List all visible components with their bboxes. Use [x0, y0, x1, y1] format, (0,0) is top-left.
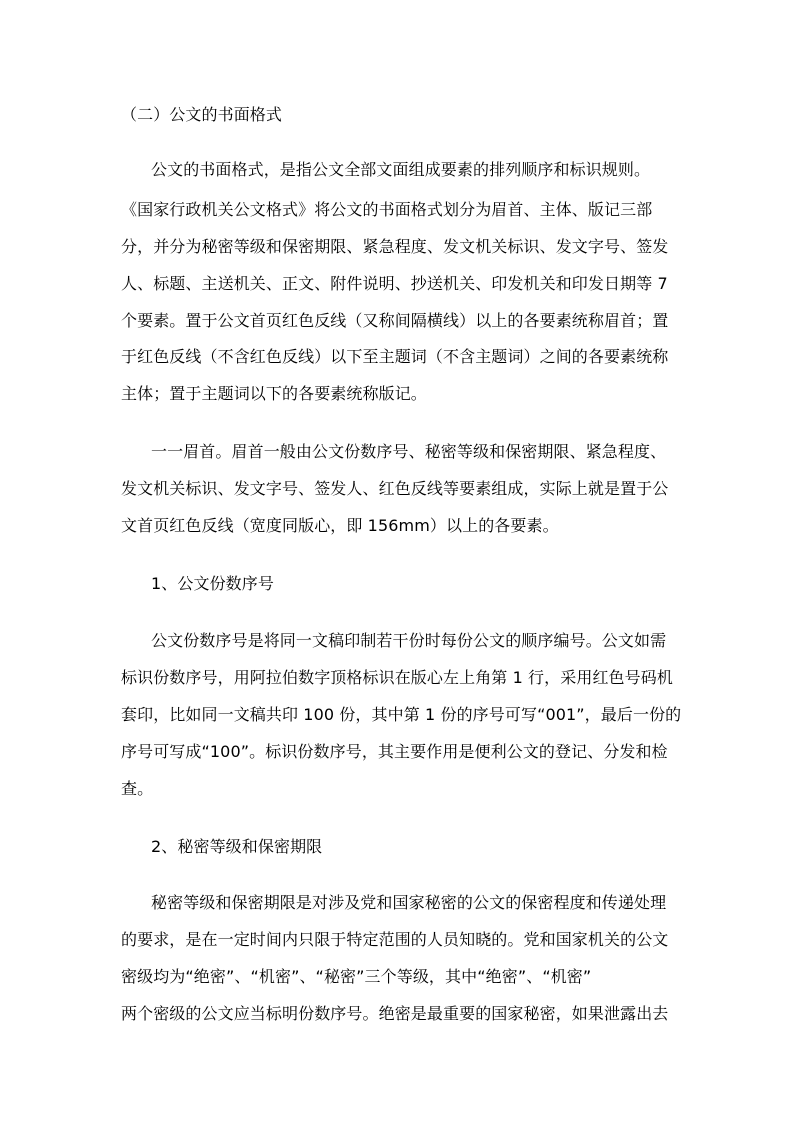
paragraph-line: 分，并分为秘密等级和保密期限、紧急程度、发文机关标识、发文字号、签发: [121, 237, 669, 256]
paragraph-line: 人、标题、主送机关、正文、附件说明、抄送机关、印发机关和印发日期等 7: [121, 274, 668, 293]
paragraph-line: 套印，比如同一文稿共印 100 份，其中第 1 份的序号可写“001”，最后一份的: [121, 705, 682, 724]
paragraph-line: 序号可写成“100”。标识份数序号，其主要作用是便利公文的登记、分发和检: [121, 742, 668, 761]
paragraph-line: 《国家行政机关公文格式》将公文的书面格式划分为眉首、主体、版记三部: [121, 200, 653, 219]
paragraph-line: 的要求，是在一定时间内只限于特定范围的人员知晓的。党和国家机关的公文: [121, 930, 669, 949]
paragraph-line: 发文机关标识、发文字号、签发人、红色反线等要素组成，实际上就是置于公: [121, 479, 669, 498]
paragraph-line: 公文的书面格式，是指公文全部文面组成要素的排列顺序和标识规则。: [151, 160, 651, 179]
paragraph-line: 秘密等级和保密期限是对涉及党和国家秘密的公文的保密程度和传递处理: [151, 893, 667, 912]
paragraph-line: 标识份数序号，用阿拉伯数字顶格标识在版心左上角第 1 行，采用红色号码机: [121, 668, 673, 687]
paragraph-line: 一一眉首。眉首一般由公文份数序号、秘密等级和保密期限、紧急程度、: [151, 442, 667, 461]
paragraph-line: 密级均为“绝密”、“机密”、“秘密”三个等级，其中“绝密”、“机密”: [121, 967, 592, 986]
subsection-heading: 2、秘密等级和保密期限: [151, 837, 323, 856]
subsection-heading: 1、公文份数序号: [151, 574, 274, 593]
paragraph-line: 公文份数序号是将同一文稿印制若干份时每份公文的顺序编号。公文如需: [151, 631, 667, 650]
paragraph-line: 查。: [121, 779, 154, 798]
paragraph-line: 两个密级的公文应当标明份数序号。绝密是最重要的国家秘密，如果泄露出去: [121, 1004, 669, 1023]
paragraph-line: 主体；置于主题词以下的各要素统称版记。: [121, 384, 427, 403]
paragraph-line: 于红色反线（不含红色反线）以下至主题词（不含主题词）之间的各要素统称: [121, 347, 669, 366]
section-heading: （二）公文的书面格式: [121, 105, 283, 124]
paragraph-line: 文首页红色反线（宽度同版心，即 156mm）以上的各要素。: [121, 516, 559, 535]
paragraph-line: 个要素。置于公文首页红色反线（又称间隔横线）以上的各要素统称眉首；置: [121, 311, 669, 330]
